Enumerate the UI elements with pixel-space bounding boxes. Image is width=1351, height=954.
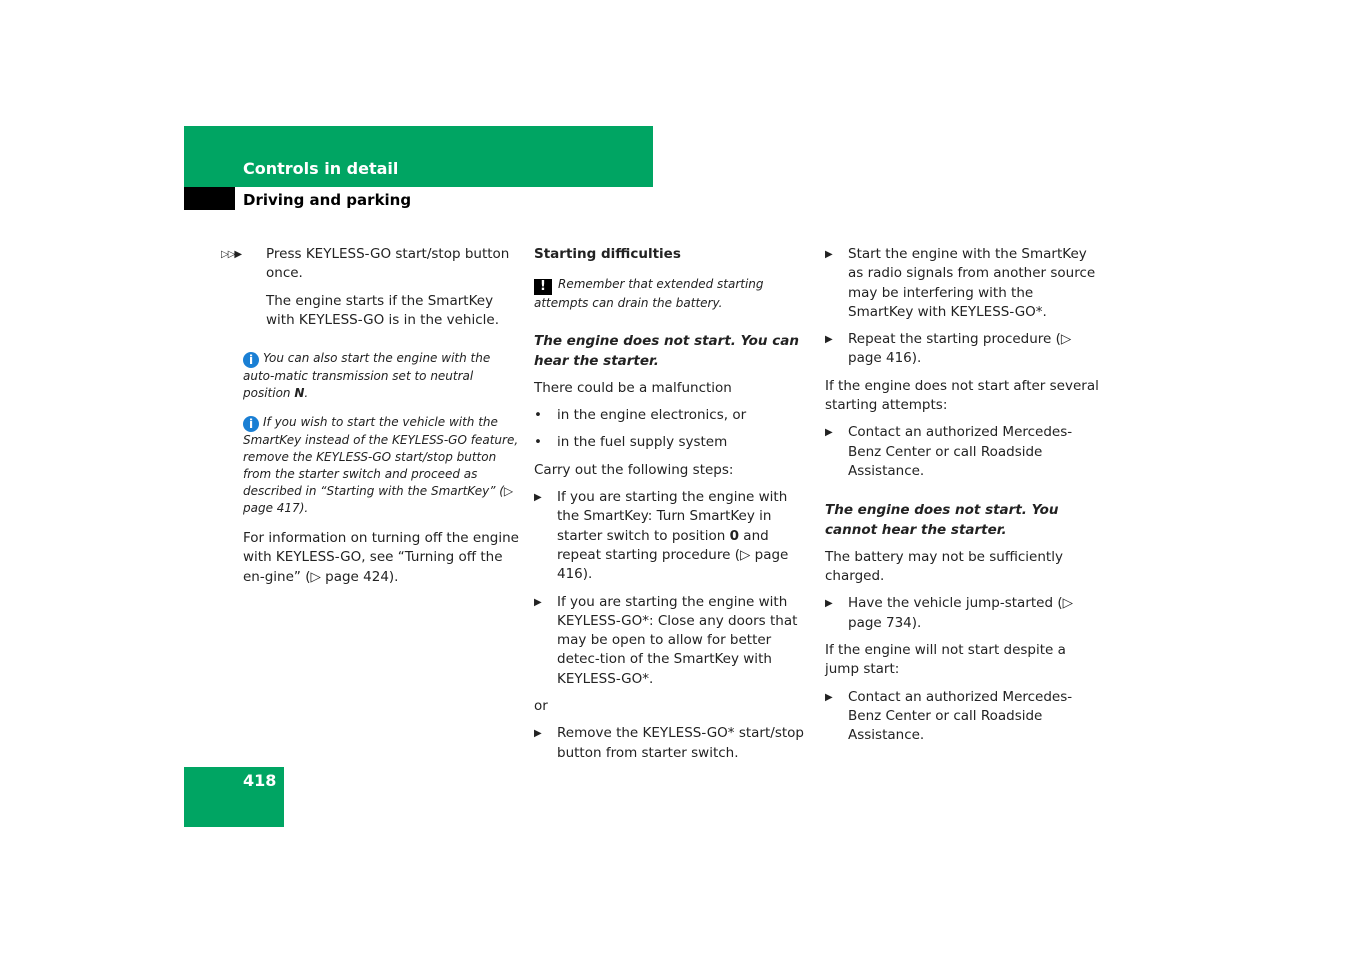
paragraph: Carry out the following steps: [534, 461, 734, 478]
heading-starting-difficulties: Starting difficulties [534, 246, 681, 262]
warning-note [534, 276, 810, 312]
step-item [825, 594, 1101, 633]
key-position: 0 [729, 527, 739, 544]
warning-text: Remember that extended starting attempts can drain the battery. [534, 277, 764, 311]
bullet-icon: • [534, 407, 542, 424]
step-item [825, 423, 1101, 481]
subhead-hear-starter: The engine does not start. You can hear the starter. [534, 333, 799, 369]
arrow-icon: ▶ [825, 691, 833, 703]
step-item [534, 724, 810, 763]
arrow-icon: ▶ [534, 596, 542, 608]
section-title: Controls in detail [243, 159, 399, 178]
arrow-icon: ▶ [534, 728, 542, 740]
paragraph-or: or [534, 698, 548, 715]
step-text: Press KEYLESS-GO start/stop button once. [266, 246, 510, 282]
info-icon: i [243, 416, 259, 432]
info-note-neutral [243, 350, 523, 402]
header-marker [184, 187, 235, 210]
column-2 [534, 245, 810, 771]
arrow-icon: ▶ [534, 492, 542, 504]
bullet-icon: • [534, 434, 542, 451]
step-item [534, 488, 810, 584]
arrow-icon: ▶ [825, 427, 833, 439]
list-item-text: in the fuel supply system [557, 434, 728, 451]
warning-icon: ! [534, 279, 552, 295]
step-text: If you are starting the engine with the SmartKey: Turn SmartKey in starter switch to position [557, 489, 788, 544]
step-text: Start the engine with the SmartKey as radio signals from another source may be interfering with the SmartKey with KEYLESS-GO*. [848, 246, 1096, 320]
note-text: You can also start the engine with the auto-matic transmission set to neutral position [243, 351, 491, 401]
column-1 [221, 245, 523, 595]
step-text: Repeat the starting procedure (▷ page 416). [848, 331, 1072, 367]
step-text: Have the vehicle jump-started (▷ page 734). [848, 595, 1073, 631]
step-item [825, 245, 1101, 322]
step-text-end: and repeat starting procedure (▷ page 416). [557, 527, 789, 583]
arrow-icon: ▶ [825, 334, 833, 346]
paragraph: The battery may not be sufficiently charged. [825, 548, 1063, 585]
page-number: 418 [243, 771, 277, 790]
step-text: Contact an authorized Mercedes-Benz Center or call Roadside Assistance. [848, 424, 1073, 479]
subhead-cannot-hear-starter: The engine does not start. You cannot hear the starter. [825, 502, 1059, 538]
column-3 [825, 245, 1101, 754]
step-press-button [221, 245, 523, 284]
step-result: The engine starts if the SmartKey with KEYLESS-GO is in the vehicle. [266, 292, 499, 328]
paragraph-turn-off: For information on turning off the engine with KEYLESS-GO, see “Turning off the en-gine” (▷ page 424). [243, 530, 519, 585]
arrow-icon: ▶ [825, 598, 833, 610]
info-icon: i [243, 352, 259, 368]
list-item [534, 433, 810, 452]
paragraph: There could be a malfunction [534, 379, 732, 396]
step-text: Remove the KEYLESS-GO* start/stop button from starter switch. [557, 725, 804, 761]
list-item [534, 406, 810, 425]
info-note-smartkey [243, 414, 523, 517]
step-item [825, 688, 1101, 746]
note-text-end: . [304, 386, 309, 401]
list-item-text: in the engine electronics, or [557, 407, 747, 424]
step-text: Contact an authorized Mercedes-Benz Center or call Roadside Assistance. [848, 688, 1073, 744]
paragraph: If the engine does not start after several starting attempts: [825, 377, 1099, 414]
continuation-arrow-icon: ▷▷▶ [221, 249, 242, 260]
paragraph: If the engine will not start despite a jump start: [825, 642, 1066, 678]
arrow-icon: ▶ [825, 249, 833, 260]
section-subtitle: Driving and parking [243, 191, 412, 209]
step-item [534, 593, 810, 689]
note-text: If you wish to start the vehicle with the SmartKey instead of the KEYLESS-GO feature, remove the KEYLESS-GO start/stop button from the starter switch and proceed as described in “Starting with the SmartKey” (▷ page 417). [243, 415, 519, 516]
step-text: If you are starting the engine with KEYLESS-GO*: Close any doors that may be open to allow for better detec-tion of the SmartKey with KEYLESS-GO*. [557, 593, 798, 687]
step-item [825, 330, 1101, 369]
gear-position: N [294, 386, 305, 401]
